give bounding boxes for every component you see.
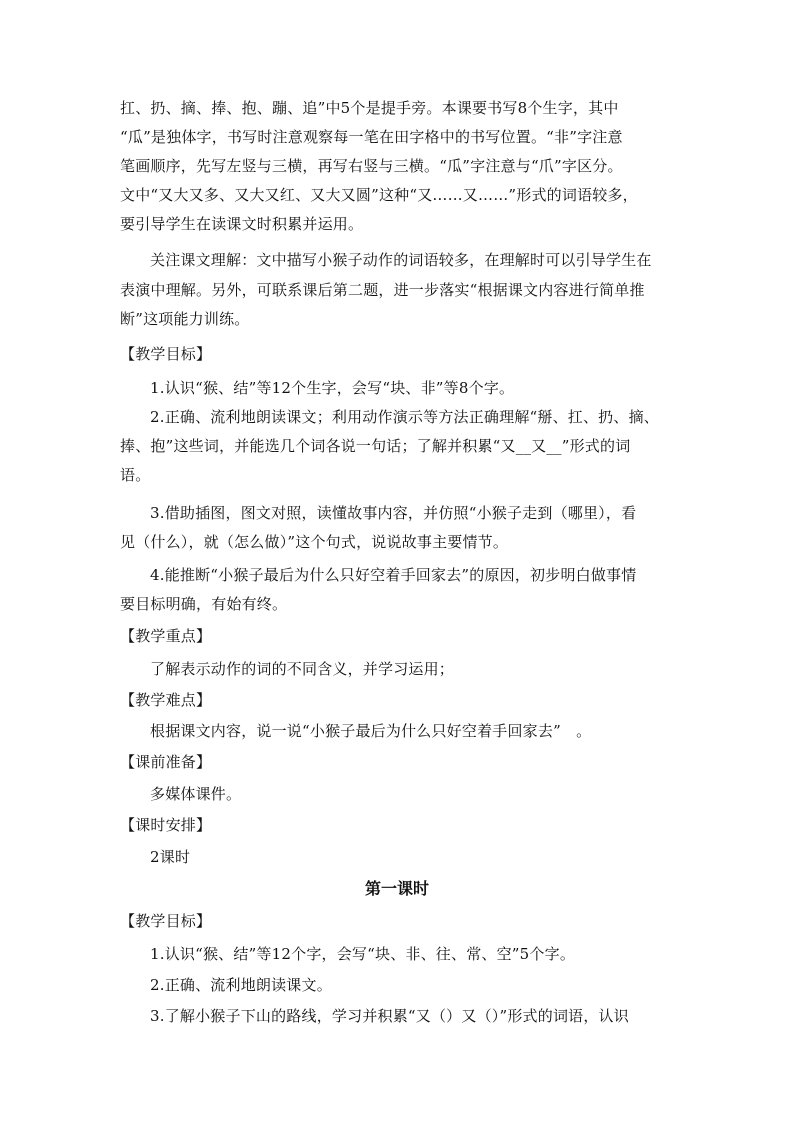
- lesson-title: 第一课时: [364, 879, 429, 898]
- comprehension-line: 关注课文理解：文中描写小猴子动作的词语较多，在理解时可以引导学生在: [150, 251, 652, 269]
- goal-line: 1.认识“猴、结”等12个生字，会写“块、非”等8个字。: [150, 379, 515, 397]
- section-heading-goals: 【教学目标】: [120, 345, 212, 363]
- goal-line: 要目标明确，有始有终。: [120, 595, 288, 613]
- section-heading-difficulties: 【教学难点】: [120, 691, 212, 709]
- intro-line: “瓜”是独体字，书写时注意观察每一笔在田字格中的书写位置。“非”字注意: [120, 128, 623, 146]
- goal-line: 2.正确、流利地朗读课文；利用动作演示等方法正确理解“掰、扛、扔、摘、: [150, 408, 659, 426]
- section-heading-preparation: 【课前准备】: [120, 753, 212, 771]
- intro-line: 文中“又大又多、又大又红、又大又圆”这种“又……又……”形式的词语较多，: [120, 186, 638, 204]
- schedule-text: 2课时: [150, 848, 191, 866]
- goal-line: 捧、抱”这些词，并能选几个词各说一句话；了解并积累“又__又__”形式的词: [120, 437, 631, 455]
- section-heading-schedule: 【课时安排】: [120, 816, 212, 834]
- goal-line: 见（什么），就（怎么做）”这个句式，说说故事主要情节。: [120, 533, 509, 551]
- lesson-goal-line: 3.了解小猴子下山的路线，学习并积累“又（）又（）”形式的词语，认识: [150, 1007, 629, 1025]
- comprehension-line: 表演中理解。另外，可联系课后第二题，进一步落实“根据课文内容进行简单推: [120, 281, 645, 299]
- goal-line: 4.能推断“小猴子最后为什么只好空着手回家去”的原因，初步明白做事情: [150, 566, 637, 584]
- section-heading-lesson-goals: 【教学目标】: [120, 912, 212, 930]
- goal-line: 3.借助插图，图文对照，读懂故事内容，并仿照“小猴子走到（哪里），看: [150, 504, 637, 522]
- difficulties-text: 根据课文内容，说一说“小猴子最后为什么只好空着手回家去” 。: [150, 722, 592, 740]
- lesson-goal-line: 2.正确、流利地朗读课文。: [150, 976, 332, 994]
- intro-line: 要引导学生在读课文时积累并运用。: [120, 215, 364, 233]
- goal-line: 语。: [120, 466, 151, 484]
- intro-line: 笔画顺序，先写左竖与三横，再写右竖与三横。“瓜”字注意与“爪”字区分。: [120, 157, 623, 175]
- key-points-text: 了解表示动作的词的不同含义，并学习运用；: [150, 660, 455, 678]
- lesson-goal-line: 1.认识“猴、结”等12个字，会写“块、非、往、常、空”5个字。: [150, 945, 576, 963]
- intro-line: 扛、扔、摘、捧、抱、蹦、追”中5个是提手旁。本课要书写8个生字，其中: [120, 99, 619, 117]
- preparation-text: 多媒体课件。: [150, 785, 242, 803]
- comprehension-line: 断”这项能力训练。: [120, 310, 250, 328]
- section-heading-key-points: 【教学重点】: [120, 627, 212, 645]
